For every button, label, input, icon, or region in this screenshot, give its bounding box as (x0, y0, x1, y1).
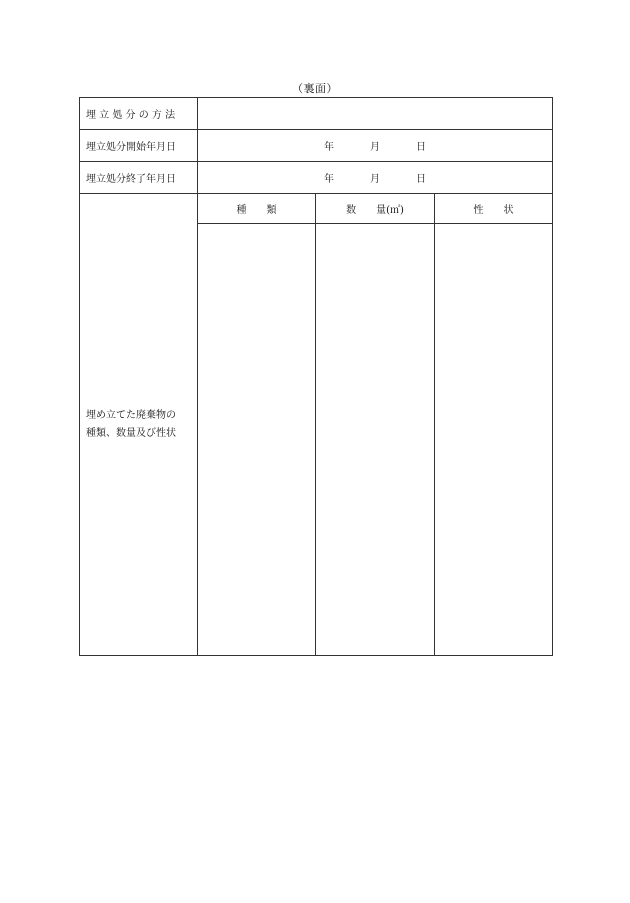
end-date-value (198, 162, 553, 194)
waste-property-cell (435, 224, 553, 656)
waste-type-cell (198, 224, 316, 656)
column-header-quantity: 数 量(㎥) (316, 194, 435, 224)
start-day-unit: 日 (416, 142, 426, 153)
end-year-unit: 年 (324, 174, 334, 185)
start-date-value (198, 130, 553, 162)
method-label: 埋 立 処 分 の 方 法 (80, 98, 198, 130)
column-header-property: 性 状 (435, 194, 553, 224)
column-header-type: 種 類 (198, 194, 316, 224)
start-date-label: 埋立処分開始年月日 (80, 130, 198, 162)
waste-label-line1: 埋め立てた廃棄物の (86, 409, 176, 421)
end-month-unit: 月 (370, 174, 380, 185)
start-year-unit: 年 (324, 142, 334, 153)
disposal-form-table (79, 97, 553, 656)
end-date-row (80, 162, 553, 194)
start-month-unit: 月 (370, 142, 380, 153)
waste-quantity-cell (316, 224, 435, 656)
end-date-label: 埋立処分終了年月日 (80, 162, 198, 194)
waste-header-row (80, 194, 553, 224)
page-heading: （裏面） (292, 82, 338, 95)
waste-label (80, 194, 198, 656)
method-row (80, 98, 553, 130)
start-date-row (80, 130, 553, 162)
waste-label-line2: 種類、数量及び性状 (86, 427, 176, 439)
end-day-unit: 日 (416, 174, 426, 185)
method-value (198, 98, 553, 130)
